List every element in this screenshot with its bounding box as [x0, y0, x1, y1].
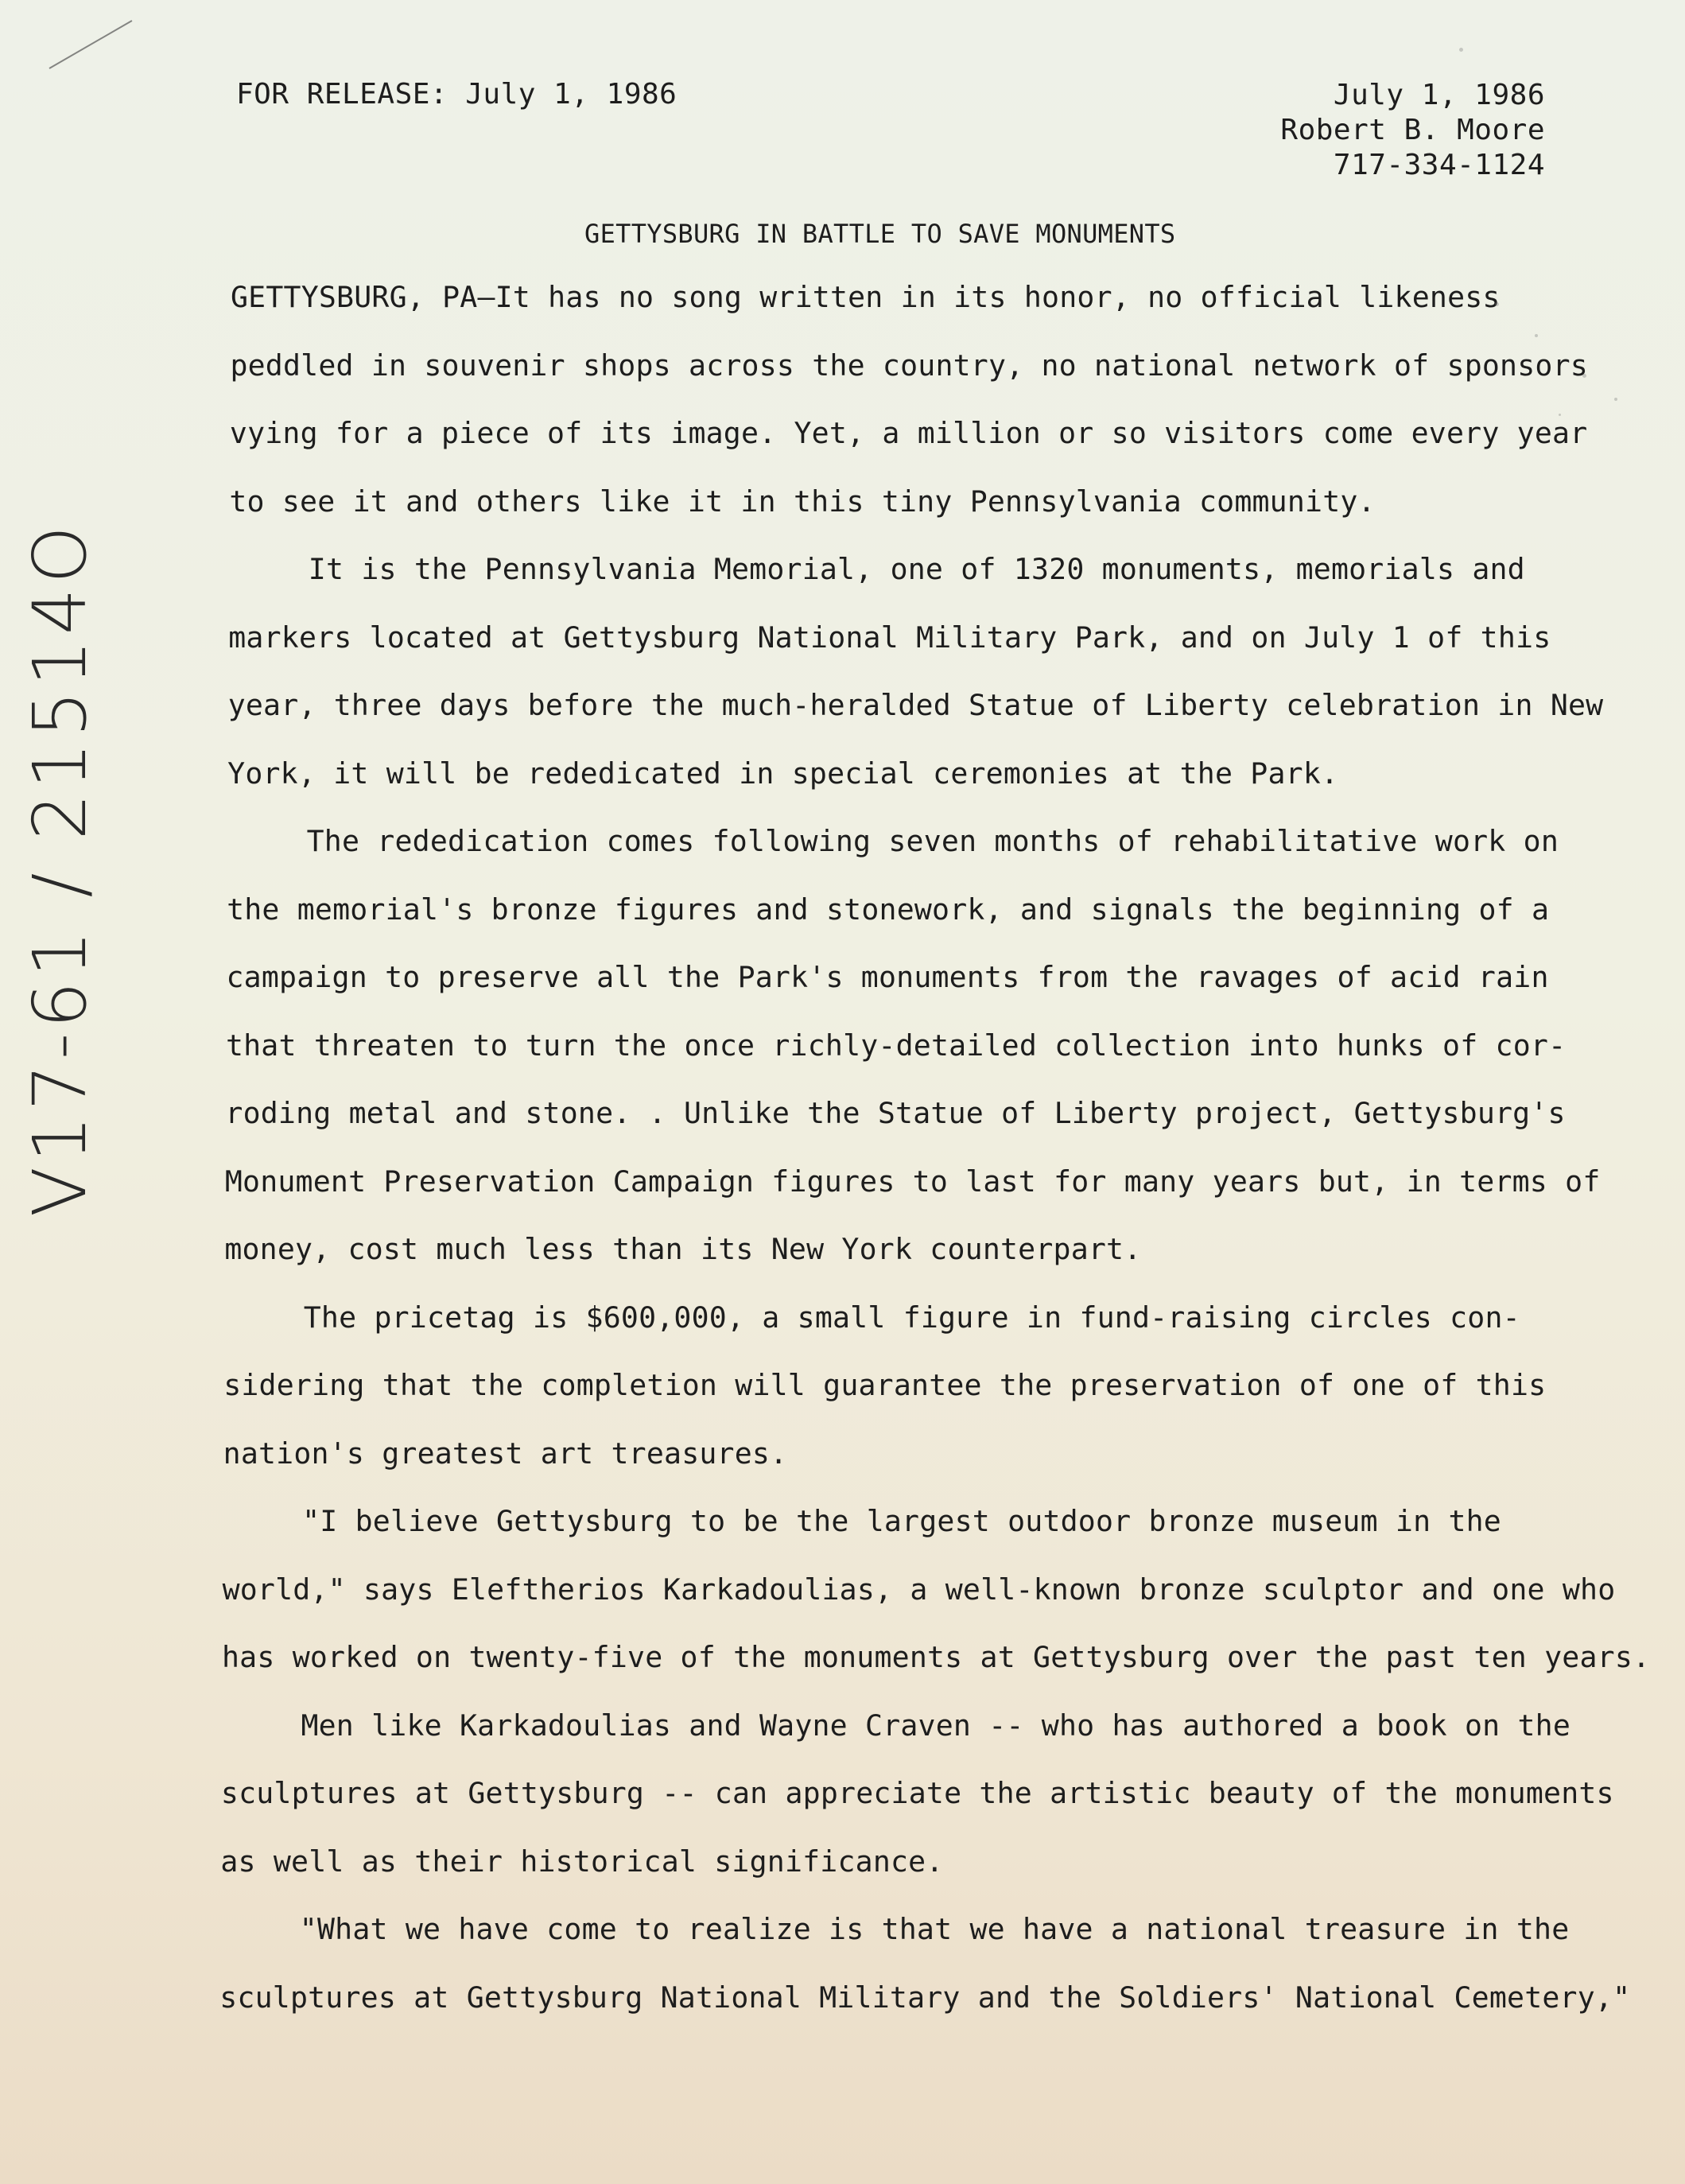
- scan-speck: [1614, 398, 1617, 401]
- text-line: sculptures at Gettysburg National Military and the Soldiers' National Cemetery,": [219, 1980, 1631, 2015]
- scan-speck: [1582, 374, 1586, 378]
- text-line: Monument Preservation Campaign figures to last for many years but, in terms of: [224, 1164, 1601, 1199]
- scan-speck: [1559, 414, 1561, 416]
- contact-name: Robert B. Moore: [1280, 114, 1545, 146]
- text-line: York, it will be rededicated in special ceremonies at the Park.: [227, 756, 1339, 791]
- text-line: roding metal and stone. . Unlike the Statue of Liberty project, Gettysburg's: [225, 1096, 1566, 1130]
- scan-speck: [1535, 334, 1538, 337]
- scan-speck: [1495, 302, 1499, 306]
- contact-phone: 717-334-1124: [1333, 149, 1545, 181]
- paragraph-first-line: The pricetag is $600,000, a small figure in fund-raising circles con-: [303, 1300, 1520, 1335]
- paragraph-first-line: "I believe Gettysburg to be the largest outdoor bronze museum in the: [302, 1504, 1501, 1538]
- contact-block: [1280, 78, 1545, 183]
- contact-date: July 1, 1986: [1333, 79, 1545, 111]
- text-line: markers located at Gettysburg National Military Park, and on July 1 of this: [228, 620, 1551, 655]
- text-line: nation's greatest art treasures.: [223, 1436, 788, 1471]
- text-line: campaign to preserve all the Park's monuments from the ravages of acid rain: [226, 960, 1549, 994]
- text-line: world," says Eleftherios Karkadoulias, a well-known bronze sculptor and one who: [222, 1572, 1616, 1607]
- text-line: year, three days before the much-heralded Statue of Liberty celebration in New: [227, 688, 1604, 722]
- paragraph-first-line: "What we have come to realize is that we have a national treasure in the: [299, 1912, 1570, 1946]
- text-line: that threaten to turn the once richly-detailed collection into hunks of cor-: [225, 1028, 1567, 1063]
- text-line: the memorial's bronze figures and stonework, and signals the beginning of a: [227, 892, 1550, 927]
- text-line: has worked on twenty-five of the monuments at Gettysburg over the past ten years.: [222, 1640, 1651, 1674]
- paragraph-first-line: The rededication comes following seven months of rehabilitative work on: [306, 824, 1559, 858]
- text-line: sidering that the completion will guarantee the preservation of one of this: [223, 1368, 1547, 1402]
- pencil-mark: [49, 20, 133, 69]
- text-line: money, cost much less than its New York counterpart.: [224, 1232, 1142, 1266]
- handwritten-margin-note: V17-61 / 21514O: [17, 521, 103, 1217]
- text-line: peddled in souvenir shops across the country, no national network of sponsors: [230, 348, 1588, 383]
- text-line: as well as their historical significance.: [220, 1844, 944, 1879]
- scan-speck: [1459, 48, 1463, 52]
- release-date-line: FOR RELEASE: July 1, 1986: [236, 78, 677, 111]
- text-line: to see it and others like it in this tiny Pennsylvania community.: [229, 484, 1376, 519]
- paragraph-first-line: It is the Pennsylvania Memorial, one of 1320 monuments, memorials and: [308, 552, 1525, 586]
- text-line: sculptures at Gettysburg -- can appreciate the artistic beauty of the monuments: [220, 1776, 1614, 1810]
- text-line: vying for a piece of its image. Yet, a million or so visitors come every year: [229, 416, 1588, 450]
- text-line: GETTYSBURG, PA—It has no song written in its honor, no official likeness: [231, 280, 1501, 314]
- document-title: GETTYSBURG IN BATTLE TO SAVE MONUMENTS: [584, 219, 1176, 249]
- paragraph-first-line: Men like Karkadoulias and Wayne Craven -- who has authored a book on the: [301, 1708, 1571, 1743]
